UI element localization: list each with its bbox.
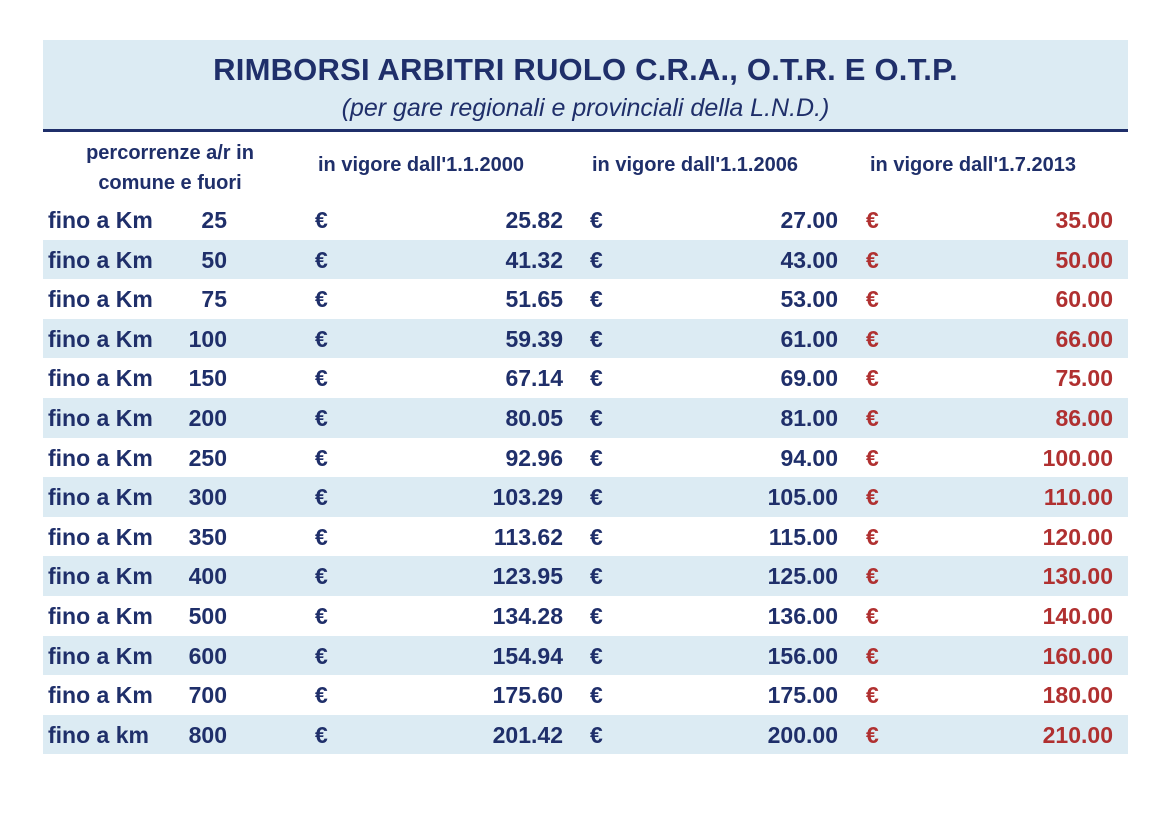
currency-symbol: € xyxy=(866,286,879,313)
distance-label: fino a Km xyxy=(48,404,153,431)
header-distance: percorrenze a/r in comune e fuori xyxy=(86,142,254,194)
rate-table-body xyxy=(43,200,1128,754)
currency-symbol: € xyxy=(866,207,879,233)
amount-2013: 110.00 xyxy=(1043,484,1113,511)
currency-symbol: € xyxy=(590,602,603,629)
amount-2006: 156.00 xyxy=(767,642,838,669)
distance-label: fino a Km xyxy=(48,207,153,233)
amount-2006: 175.00 xyxy=(767,682,838,709)
distance-km: 400 xyxy=(188,563,227,590)
currency-symbol: € xyxy=(590,207,603,233)
currency-symbol: € xyxy=(315,523,328,550)
table-row xyxy=(43,556,1128,596)
distance-label: fino a Km xyxy=(48,365,153,392)
currency-symbol: € xyxy=(866,484,879,511)
distance-label: fino a Km xyxy=(48,563,153,590)
distance-km: 100 xyxy=(188,325,227,352)
distance-km: 300 xyxy=(188,484,227,511)
currency-symbol: € xyxy=(866,246,879,273)
table-row xyxy=(43,596,1128,636)
table-row xyxy=(43,398,1128,438)
distance-label: fino a Km xyxy=(48,523,153,550)
amount-2013: 75.00 xyxy=(1055,365,1113,392)
table-row xyxy=(43,477,1128,517)
amount-2000: 59.39 xyxy=(505,325,563,352)
amount-2000: 175.60 xyxy=(492,682,563,709)
amount-2006: 81.00 xyxy=(780,404,838,431)
currency-symbol: € xyxy=(590,444,603,471)
currency-symbol: € xyxy=(590,563,603,590)
distance-label: fino a Km xyxy=(48,444,153,471)
currency-symbol: € xyxy=(315,484,328,511)
table-row xyxy=(43,675,1128,715)
page-subtitle: (per gare regionali e provinciali della L.N.D.) xyxy=(341,94,830,122)
table-row xyxy=(43,715,1128,755)
amount-2000: 92.96 xyxy=(505,444,563,471)
currency-symbol: € xyxy=(315,246,328,273)
distance-label: fino a Km xyxy=(48,682,153,709)
amount-2000: 41.32 xyxy=(505,246,563,273)
currency-symbol: € xyxy=(315,721,328,748)
currency-symbol: € xyxy=(866,404,879,431)
distance-label: fino a Km xyxy=(48,246,153,273)
amount-2000: 134.28 xyxy=(492,602,563,629)
amount-2006: 105.00 xyxy=(767,484,838,511)
currency-symbol: € xyxy=(590,721,603,748)
currency-symbol: € xyxy=(590,286,603,313)
distance-km: 75 xyxy=(201,286,227,313)
currency-symbol: € xyxy=(866,682,879,709)
amount-2000: 51.65 xyxy=(505,286,563,313)
distance-km: 250 xyxy=(188,444,227,471)
amount-2006: 136.00 xyxy=(767,602,838,629)
page-title: RIMBORSI ARBITRI RUOLO C.R.A., O.T.R. E O.T.P. xyxy=(213,52,958,87)
currency-symbol: € xyxy=(315,444,328,471)
table-row xyxy=(43,279,1128,319)
currency-symbol: € xyxy=(866,444,879,471)
amount-2006: 125.00 xyxy=(767,563,838,590)
distance-km: 25 xyxy=(201,207,227,233)
currency-symbol: € xyxy=(590,365,603,392)
amount-2013: 50.00 xyxy=(1055,246,1113,273)
title-divider xyxy=(43,129,1128,132)
amount-2006: 200.00 xyxy=(767,721,838,748)
amount-2013: 35.00 xyxy=(1055,207,1113,233)
amount-2006: 61.00 xyxy=(780,325,838,352)
distance-km: 800 xyxy=(188,721,227,748)
distance-label: fino a Km xyxy=(48,286,153,313)
amount-2013: 180.00 xyxy=(1042,682,1113,709)
table-row xyxy=(43,636,1128,676)
amount-2006: 27.00 xyxy=(780,207,838,233)
table-row xyxy=(43,517,1128,557)
amount-2000: 67.14 xyxy=(505,365,563,392)
currency-symbol: € xyxy=(315,365,328,392)
amount-2000: 25.82 xyxy=(505,207,563,233)
amount-2006: 43.00 xyxy=(780,246,838,273)
amount-2013: 86.00 xyxy=(1055,404,1113,431)
currency-symbol: € xyxy=(866,523,879,550)
currency-symbol: € xyxy=(590,246,603,273)
currency-symbol: € xyxy=(315,682,328,709)
currency-symbol: € xyxy=(866,325,879,352)
currency-symbol: € xyxy=(866,563,879,590)
amount-2000: 113.62 xyxy=(493,523,563,550)
currency-symbol: € xyxy=(590,404,603,431)
currency-symbol: € xyxy=(866,365,879,392)
currency-symbol: € xyxy=(590,682,603,709)
currency-symbol: € xyxy=(315,286,328,313)
amount-2000: 123.95 xyxy=(492,563,563,590)
currency-symbol: € xyxy=(590,325,603,352)
distance-km: 200 xyxy=(188,404,227,431)
distance-label: fino a Km xyxy=(48,484,153,511)
table-row xyxy=(43,358,1128,398)
amount-2013: 140.00 xyxy=(1042,602,1113,629)
amount-2013: 130.00 xyxy=(1042,563,1113,590)
distance-km: 50 xyxy=(201,246,227,273)
amount-2000: 154.94 xyxy=(492,642,563,669)
currency-symbol: € xyxy=(315,563,328,590)
currency-symbol: € xyxy=(866,642,879,669)
amount-2013: 210.00 xyxy=(1042,721,1113,748)
currency-symbol: € xyxy=(315,207,328,233)
currency-symbol: € xyxy=(590,642,603,669)
amount-2006: 115.00 xyxy=(768,523,838,550)
distance-km: 350 xyxy=(188,523,227,550)
table-row xyxy=(43,319,1128,359)
currency-symbol: € xyxy=(315,404,328,431)
distance-km: 700 xyxy=(188,682,227,709)
amount-2006: 69.00 xyxy=(780,365,838,392)
table-row xyxy=(43,200,1128,240)
currency-symbol: € xyxy=(590,484,603,511)
distance-km: 600 xyxy=(188,642,227,669)
distance-label: fino a Km xyxy=(48,642,153,669)
table-row xyxy=(43,240,1128,280)
amount-2013: 120.00 xyxy=(1042,523,1113,550)
amount-2000: 201.42 xyxy=(492,721,563,748)
distance-km: 500 xyxy=(188,602,227,629)
amount-2000: 103.29 xyxy=(492,484,563,511)
currency-symbol: € xyxy=(866,602,879,629)
distance-km: 150 xyxy=(188,365,227,392)
currency-symbol: € xyxy=(315,325,328,352)
amount-2013: 60.00 xyxy=(1055,286,1113,313)
title-band xyxy=(43,40,1128,130)
header-col-2006: in vigore dall'1.1.2006 xyxy=(592,154,798,176)
distance-label: fino a Km xyxy=(48,325,153,352)
table-row xyxy=(43,438,1128,478)
amount-2013: 160.00 xyxy=(1042,642,1113,669)
amount-2006: 94.00 xyxy=(780,444,838,471)
currency-symbol: € xyxy=(315,602,328,629)
header-col-2013: in vigore dall'1.7.2013 xyxy=(870,154,1076,176)
currency-symbol: € xyxy=(866,721,879,748)
amount-2013: 100.00 xyxy=(1042,444,1113,471)
currency-symbol: € xyxy=(315,642,328,669)
distance-label: fino a km xyxy=(48,721,149,748)
amount-2013: 66.00 xyxy=(1055,325,1113,352)
currency-symbol: € xyxy=(590,523,603,550)
amount-2000: 80.05 xyxy=(505,404,563,431)
amount-2006: 53.00 xyxy=(780,286,838,313)
distance-label: fino a Km xyxy=(48,602,153,629)
header-col-2000: in vigore dall'1.1.2000 xyxy=(318,154,524,176)
